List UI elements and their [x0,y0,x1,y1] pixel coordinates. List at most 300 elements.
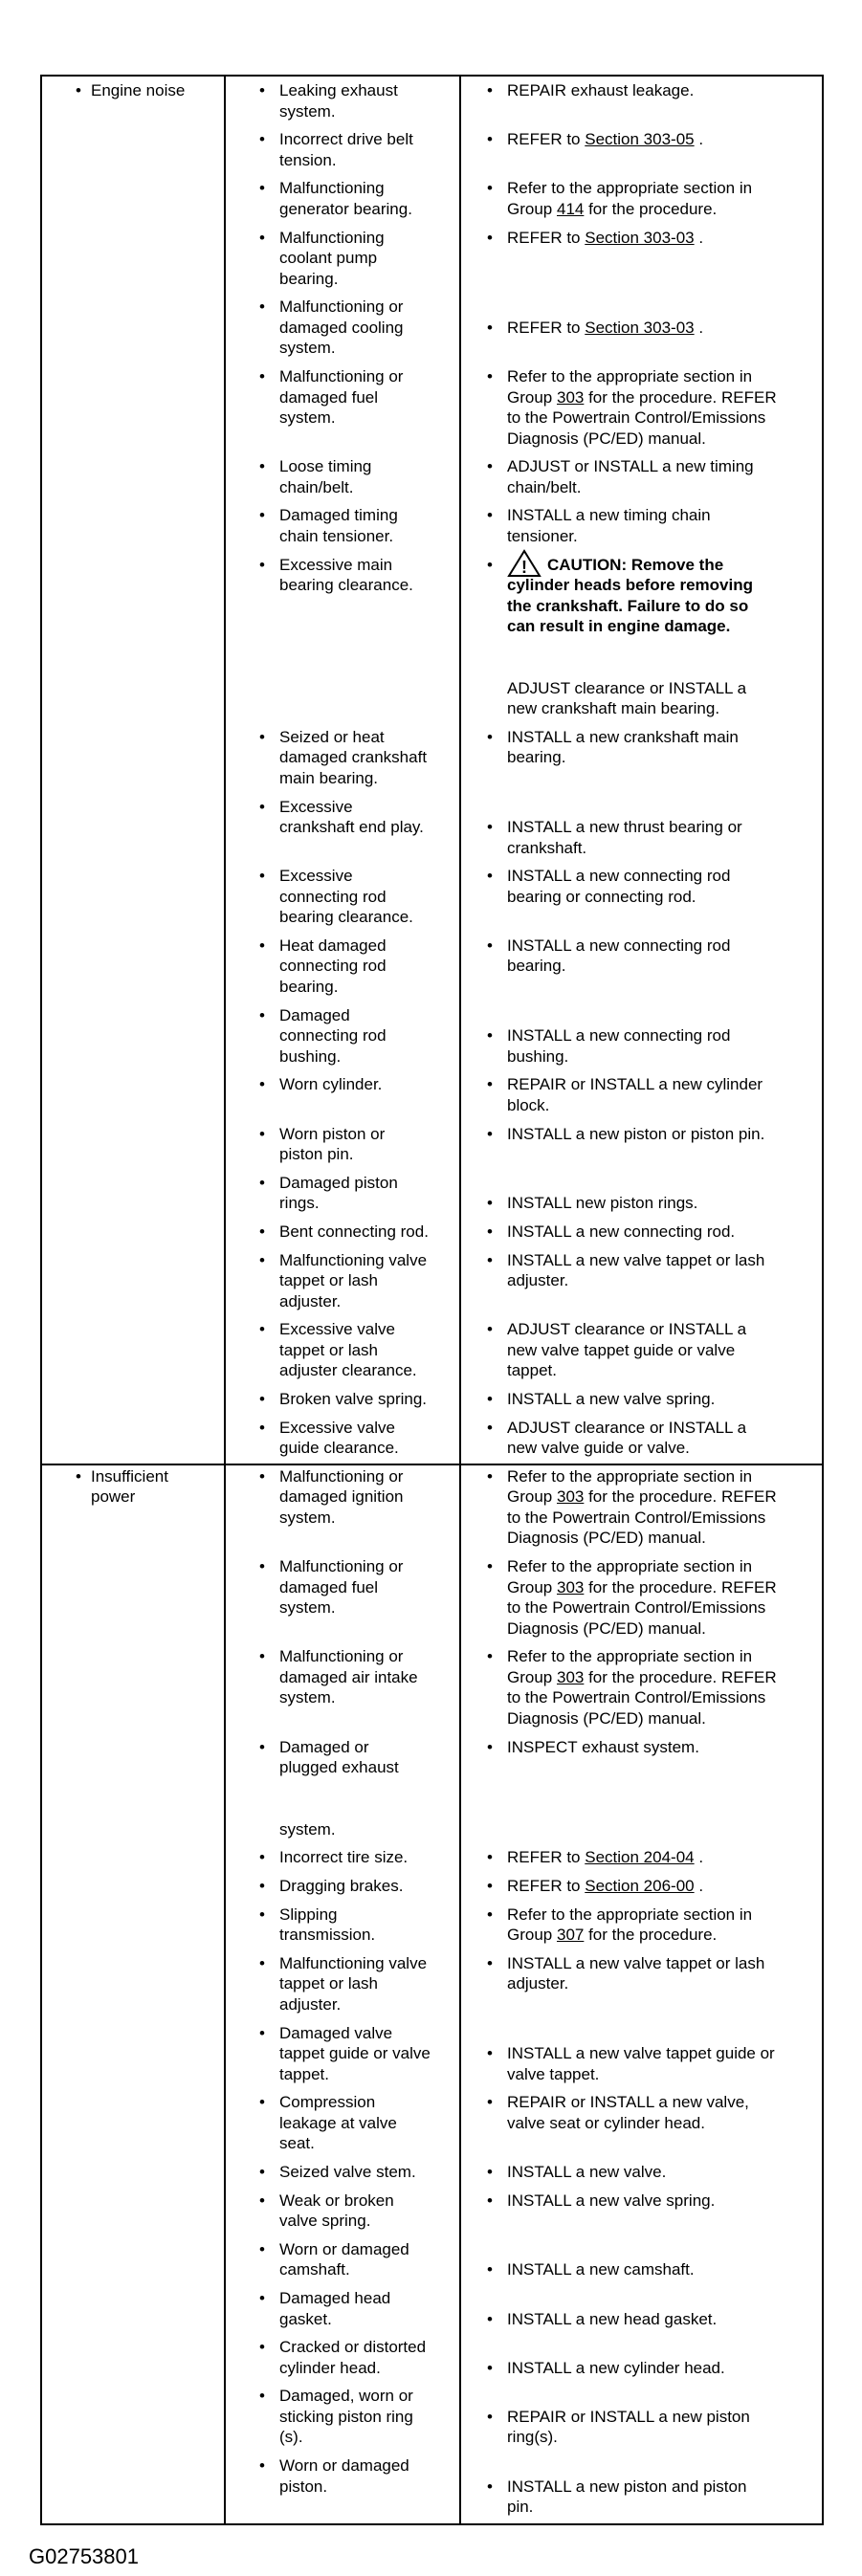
action-line [507,429,706,450]
action-line [507,1973,568,1994]
action-line [507,747,565,768]
cause-text: damaged air intake [279,1667,418,1686]
action-line [507,2477,746,2498]
action-line [507,2092,749,2113]
action-text: INSTALL a new connecting rod [507,867,731,886]
cause-text: piston. [279,2477,328,2496]
table-top-border [40,75,822,77]
cause-text: damaged ignition [279,1487,404,1507]
cause-text: damaged fuel [279,387,379,407]
cause-text: bearing. [279,269,339,288]
action-line [507,1847,703,1868]
section-link[interactable]: 303 [556,1487,585,1507]
caution-text: CAUTION: Remove the [547,555,724,574]
action-bullet: • [487,2358,493,2377]
action-line [507,526,578,547]
section-link[interactable]: 303 [556,387,585,407]
action-line [507,838,586,859]
action-bullet: • [487,130,493,149]
cause-bullet: • [259,1848,265,1867]
cause-text: bearing. [279,977,339,996]
action-line [507,1074,763,1095]
action-line [507,1193,697,1214]
cause-bullet: • [259,2456,265,2476]
action-text: to the Powertrain Control/Emissions [507,1508,766,1527]
section-link[interactable]: Section 204-04 [585,1848,695,1867]
action-text: new valve tappet guide or valve [507,1340,736,1359]
action-bullet: • [487,1026,493,1046]
action-bullet: • [487,1876,493,1895]
cause-text: main bearing. [279,768,379,787]
action-text: for the procedure. REFER [584,387,777,407]
action-line [507,887,696,908]
action-text: . [694,318,704,337]
action-line [507,129,703,150]
cause-bullet: • [259,2387,265,2406]
cause-text: seat. [279,2134,315,2153]
action-line [507,1687,765,1708]
action-bullet: • [487,1737,493,1756]
cause-text: tappet. [279,2064,329,2083]
action-text: INSTALL a new cylinder head. [507,2358,725,2377]
action-line [507,1222,735,1243]
action-text: ADJUST clearance or INSTALL a [507,1320,747,1339]
action-text: new crankshaft main bearing. [507,699,720,718]
cause-text: adjuster. [279,1291,342,1310]
action-line [507,1925,717,1946]
action-text: bushing. [507,1046,569,1066]
action-line [507,2113,705,2134]
cause-text: chain tensioner. [279,526,394,545]
action-text: Refer to the appropriate section in [507,1904,753,1924]
cause-text: Heat damaged [279,936,387,955]
action-text: INSTALL a new valve. [507,2162,667,2181]
action-bullet: • [487,867,493,886]
cause-bullet: • [259,936,265,955]
cause-bullet: • [259,1075,265,1094]
action-bullet: • [487,818,493,836]
action-line [507,2407,750,2428]
section-link[interactable]: 307 [556,1926,585,1945]
action-bullet: • [487,936,493,955]
action-text: bearing or connecting rod. [507,887,696,906]
action-text: Diagnosis (PC/ED) manual. [507,1618,706,1638]
action-text: INSTALL a new crankshaft main [507,727,739,746]
action-bullet: • [487,1222,493,1241]
cause-text: Damaged valve [279,2023,393,2042]
action-line [507,387,777,408]
cause-text: tappet or lash [279,1974,379,1993]
action-text: ring(s). [507,2428,558,2447]
action-text: REPAIR or INSTALL a new valve, [507,2093,749,2112]
action-line [507,2064,599,2085]
action-text: INSTALL a new valve tappet guide or [507,2044,775,2062]
action-text: INSTALL a new valve spring. [507,1390,716,1408]
action-line [507,678,746,699]
cause-text: connecting rod [279,957,387,976]
action-text: for the procedure. [584,1926,718,1945]
action-bullet: • [487,179,493,198]
cause-text: Broken valve spring. [279,1390,428,1408]
cause-bullet: • [259,130,265,149]
action-text: INSTALL a new timing chain [507,506,711,525]
cause-text: damaged crankshaft [279,748,428,767]
action-line [507,1953,764,1974]
action-text: ADJUST clearance or INSTALL a [507,1418,747,1437]
action-text: adjuster. [507,1271,569,1290]
action-line [507,2191,715,2212]
action-text: REFER to [507,228,586,247]
action-text: INSTALL a new head gasket. [507,2309,718,2328]
action-text: adjuster. [507,1974,569,1993]
action-line [507,616,730,637]
action-line [507,1438,690,1459]
action-bullet: • [487,2191,493,2210]
action-text: pin. [507,2498,534,2517]
action-line [507,2162,666,2183]
action-text: Group [507,1926,557,1945]
cause-text: Malfunctioning or [279,1466,404,1486]
action-text: REFER to [507,1848,586,1867]
action-text: Diagnosis (PC/ED) manual. [507,1708,706,1728]
section-link[interactable]: Section 206-00 [585,1876,695,1895]
action-text: REPAIR exhaust leakage. [507,81,695,99]
cause-text: Incorrect tire size. [279,1848,409,1867]
cause-text: system. [279,1598,336,1618]
cause-bullet: • [259,506,265,525]
caution-triangle-icon [507,549,542,578]
cause-text: Damaged [279,1005,350,1024]
cause-text: Malfunctioning or [279,297,404,317]
action-bullet: • [487,367,493,385]
column-border-2 [459,75,461,2525]
action-line [507,1319,746,1340]
cause-bullet: • [259,1222,265,1241]
action-text: Refer to the appropriate section in [507,367,753,385]
action-text: to the Powertrain Control/Emissions [507,408,766,427]
symptom-text: Insufficient [91,1466,168,1486]
action-line [507,80,694,101]
action-bullet: • [487,1250,493,1269]
action-text: INSTALL a new piston and piston [507,2477,747,2496]
cause-text: coolant pump [279,249,378,268]
action-bullet: • [487,2093,493,2112]
action-text: INSTALL a new connecting rod [507,936,731,955]
table-bottom-border [40,2523,822,2525]
action-line [507,1340,735,1361]
section-link[interactable]: Section 303-03 [585,318,695,337]
cause-bullet: • [259,1466,265,1486]
action-line [507,2358,725,2379]
cause-bullet: • [259,727,265,746]
action-line [507,1597,765,1618]
action-text: REFER to [507,130,586,149]
action-text: for the procedure. REFER [584,1577,777,1596]
action-text: to the Powertrain Control/Emissions [507,1598,766,1618]
cause-text: Weak or broken [279,2191,394,2210]
action-text: crankshaft. [507,838,587,857]
action-line [507,727,739,748]
action-text: block. [507,1095,550,1114]
action-line [507,456,754,477]
cause-bullet: • [259,367,265,385]
action-text: Diagnosis (PC/ED) manual. [507,1529,706,1548]
cause-bullet: • [259,1647,265,1666]
cause-bullet: • [259,1557,265,1576]
action-bullet: • [487,1418,493,1437]
cause-bullet: • [259,867,265,886]
cause-text: Malfunctioning or [279,1557,404,1576]
cause-text: system. [279,1819,336,1838]
action-line [507,1025,730,1046]
action-text: INSTALL a new thrust bearing or [507,818,742,836]
column-border-3 [822,75,824,2525]
cause-text: connecting rod [279,1026,387,1046]
action-text: Refer to the appropriate section in [507,1466,753,1486]
cause-text: bearing clearance. [279,576,413,595]
caution-text: can result in engine damage. [507,617,731,636]
cause-bullet: • [259,2023,265,2042]
cause-text: damaged fuel [279,1577,379,1596]
cause-text: tappet or lash [279,1271,379,1290]
cause-bullet: • [259,179,265,198]
cause-text: crankshaft end play. [279,818,424,836]
action-bullet: • [487,81,493,99]
caution-text: the crankshaft. Failure to do so [507,596,749,615]
cause-bullet: • [259,2093,265,2112]
action-text: Group [507,1577,557,1596]
action-text: . [694,1876,704,1895]
action-bullet: • [487,228,493,247]
action-text: Refer to the appropriate section in [507,1647,753,1666]
section-link[interactable]: 303 [556,1667,585,1686]
action-line [507,956,565,977]
cause-text: Excessive main [279,555,393,574]
action-line [507,2043,775,2064]
cause-text: guide clearance. [279,1439,399,1458]
action-text: INSTALL a new valve spring. [507,2191,716,2210]
cause-text: Dragging brakes. [279,1876,404,1895]
cause-bullet: • [259,2191,265,2210]
action-line [507,199,717,220]
cause-bullet: • [259,1173,265,1192]
action-bullet: • [487,1953,493,1972]
cause-text: (s). [279,2428,303,2447]
cause-text: connecting rod [279,887,387,906]
action-bullet: • [487,457,493,476]
cause-text: Excessive [279,867,353,886]
action-text: REFER to [507,1876,586,1895]
action-text: bearing. [507,748,566,767]
cause-text: tappet guide or valve [279,2044,431,2062]
cause-text: Leaking exhaust [279,81,398,99]
action-bullet: • [487,1848,493,1867]
column-border-1 [224,75,226,2525]
action-line [507,228,703,249]
cause-bullet: • [259,1320,265,1339]
symptom-bullet: • [76,1466,81,1486]
cause-text: transmission. [279,1926,376,1945]
action-line [507,1418,746,1439]
action-text: to the Powertrain Control/Emissions [507,1688,766,1707]
action-line [507,477,582,498]
action-text: Group [507,387,557,407]
cause-text: chain/belt. [279,477,354,496]
cause-bullet: • [259,2239,265,2258]
action-line [507,575,753,596]
cause-text: Damaged or [279,1737,369,1756]
action-line [507,1046,568,1068]
action-line [507,1508,765,1529]
action-line [507,1528,706,1549]
section-link[interactable]: Section 303-03 [585,228,695,247]
action-text: Refer to the appropriate section in [507,179,753,198]
cause-text: generator bearing. [279,199,412,218]
cause-text: Damaged piston [279,1173,398,1192]
action-line [507,1556,752,1577]
action-bullet: • [487,727,493,746]
action-line [507,866,730,887]
action-line [507,936,730,957]
cause-text: valve spring. [279,2212,371,2231]
action-line [507,178,752,199]
cause-text: plugged exhaust [279,1758,399,1776]
action-text: ADJUST or INSTALL a new timing [507,457,754,476]
cause-bullet: • [259,2338,265,2357]
group-divider [40,1464,822,1465]
symptom-text: power [91,1487,136,1507]
cause-text: adjuster clearance. [279,1361,417,1380]
action-text: valve tappet. [507,2064,600,2083]
cause-text: tappet or lash [279,1340,379,1359]
action-line [507,1270,568,1291]
action-line [507,698,719,719]
cause-text: bearing clearance. [279,908,413,927]
caution-text: cylinder heads before removing [507,576,753,595]
action-line [507,1737,699,1758]
action-text: tappet. [507,1361,557,1380]
section-link[interactable]: 303 [556,1577,585,1596]
action-line [507,2427,558,2448]
action-text: Group [507,1487,557,1507]
cause-bullet: • [259,2162,265,2181]
action-text: for the procedure. [584,199,718,218]
action-line [507,1389,715,1410]
cause-text: Loose timing [279,457,372,476]
cause-text: damaged cooling [279,318,404,337]
cause-text: Cracked or distorted [279,2338,427,2357]
action-text: new valve guide or valve. [507,1439,690,1458]
section-link[interactable]: 414 [556,199,585,218]
action-text: . [694,1848,704,1867]
action-bullet: • [487,1124,493,1143]
action-line [507,1667,777,1688]
action-line [507,1466,752,1487]
cause-text: Worn piston or [279,1124,386,1143]
action-line [507,596,748,617]
symptom-bullet: • [76,81,81,99]
cause-text: Worn or damaged [279,2239,409,2258]
cause-bullet: • [259,228,265,247]
cause-bullet: • [259,1124,265,1143]
cause-bullet: • [259,1737,265,1756]
action-bullet: • [487,2044,493,2062]
cause-text: bushing. [279,1046,342,1066]
action-text: INSPECT exhaust system. [507,1737,699,1756]
action-text: . [694,130,704,149]
action-line [547,555,723,576]
action-line [507,1646,752,1667]
action-line [507,1876,703,1897]
cause-text: tension. [279,150,337,169]
action-line [507,1360,557,1381]
action-line [507,2259,695,2280]
action-bullet: • [487,2309,493,2328]
action-text: Diagnosis (PC/ED) manual. [507,429,706,448]
action-line [507,366,752,387]
action-text: . [694,228,704,247]
action-bullet: • [487,2407,493,2426]
action-text: REPAIR or INSTALL a new cylinder [507,1075,763,1094]
action-bullet: • [487,1647,493,1666]
section-link[interactable]: Section 303-05 [585,130,695,149]
action-text: INSTALL a new piston or piston pin. [507,1124,765,1143]
action-bullet: • [487,2477,493,2496]
cause-bullet: • [259,1390,265,1408]
action-bullet: • [487,555,493,574]
action-text: Refer to the appropriate section in [507,1557,753,1576]
action-text: INSTALL new piston rings. [507,1194,698,1213]
cause-text: Bent connecting rod. [279,1222,429,1241]
action-text: chain/belt. [507,477,582,496]
action-bullet: • [487,1320,493,1339]
action-line [507,505,711,526]
cause-text: system. [279,1688,336,1707]
cause-text: Damaged, worn or [279,2387,413,2406]
action-text: Group [507,199,557,218]
cause-text: Excessive [279,797,353,816]
cause-bullet: • [259,1904,265,1924]
action-text: valve seat or cylinder head. [507,2113,705,2132]
action-bullet: • [487,2162,493,2181]
cause-text: Malfunctioning or [279,367,404,385]
action-text: ADJUST clearance or INSTALL a [507,678,747,697]
cause-text: cylinder head. [279,2358,381,2377]
action-line [507,817,742,838]
figure-id: G02753801 [29,2544,139,2568]
action-line [507,1904,752,1926]
cause-text: Slipping [279,1904,338,1924]
cause-text: Incorrect drive belt [279,130,413,149]
cause-text: Damaged timing [279,506,398,525]
action-line [507,1708,706,1729]
action-text: for the procedure. REFER [584,1667,777,1686]
action-line [507,2497,533,2518]
cause-bullet: • [259,1418,265,1437]
action-bullet: • [487,1390,493,1408]
cause-text: Malfunctioning valve [279,1250,428,1269]
action-line [507,1486,777,1508]
cause-text: system. [279,1508,336,1527]
cause-text: leakage at valve [279,2113,397,2132]
action-text: INSTALL a new valve tappet or lash [507,1250,765,1269]
cause-bullet: • [259,457,265,476]
cause-text: Damaged head [279,2289,391,2307]
action-bullet: • [487,1075,493,1094]
action-text: tensioner. [507,526,578,545]
action-bullet: • [487,1466,493,1486]
cause-text: rings. [279,1194,320,1213]
